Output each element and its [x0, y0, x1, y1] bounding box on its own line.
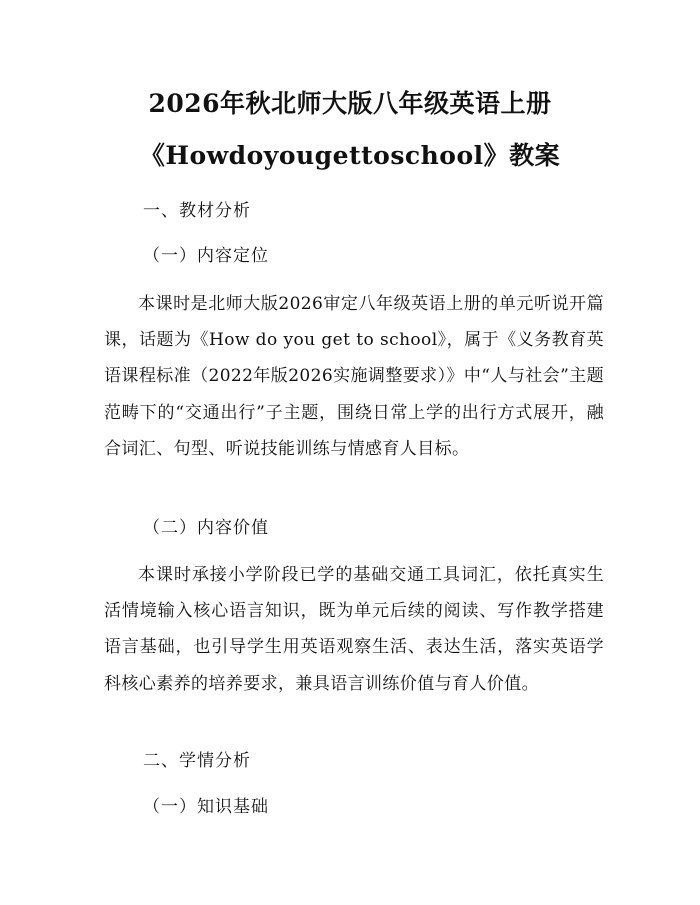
- section-heading-textbook-analysis: 一、教材分析: [143, 201, 251, 221]
- document-title-line-2: 《Howdoyougettoschool》教案: [139, 141, 561, 170]
- subsection-heading-knowledge-base: （一）知识基础: [143, 797, 269, 817]
- section-heading-learner-analysis: 二、学情分析: [143, 751, 251, 771]
- subsection-heading-content-value: （二）内容价值: [143, 518, 269, 538]
- paragraph-content-value: 本课时承接小学阶段已学的基础交通工具词汇，依托真实生活情境输入核心语言知识，既为单元后续的阅读、写作教学搭建语言基础，也引导学生用英语观察生活、表达生活，落实英语学科核心素养的培养要求，兼具语言训练价值与育人价值。: [104, 565, 604, 694]
- document-title-line-1: 2026年秋北师大版八年级英语上册: [148, 89, 552, 118]
- paragraph-content-positioning: 本课时是北师大版2026审定八年级英语上册的单元听说开篇课，话题为《How do you get to school》，属于《义务教育英语课程标准（2022年版2026实施调整要求）》中“人与社会”主题范畴下的“交通出行”子主题，围绕日常上学的出行方式展开，融合词汇、句型、听说技能训练与情感育人目标。: [104, 294, 604, 459]
- subsection-heading-content-positioning: （一）内容定位: [143, 246, 269, 266]
